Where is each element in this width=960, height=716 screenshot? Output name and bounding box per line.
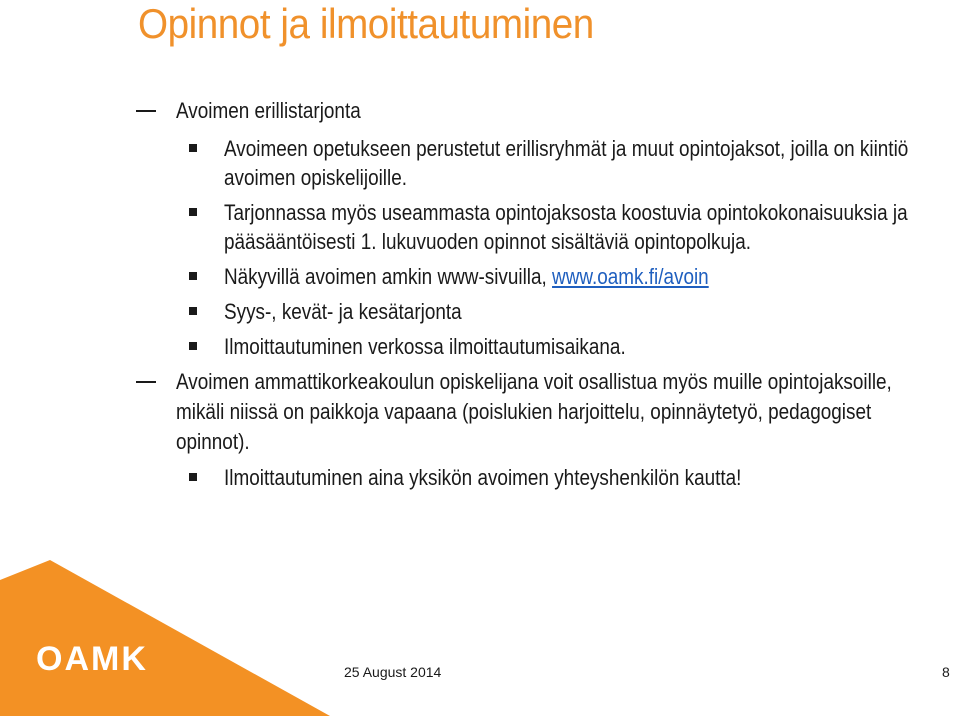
orange-wedge-shape [0,560,340,716]
sub-bullet-item [0,262,940,291]
oamk-logo: OAMK [36,640,148,678]
sub-bullet-item [0,332,940,361]
sub-bullet-item [0,134,940,192]
bullet-text: Avoimen ammattikorkeakoulun opiskelijana voit osallistua myös muille opintojaksoille, mikäli niissä on paikkoja vapaana (poislukien harjoittelu, opinnäytetyö, pedagogiset opinnot). [176,369,892,454]
bullet-item [0,96,936,126]
web-item-prefix: Näkyvillä avoimen amkin www-sivuilla, [224,264,553,289]
square-bullet-icon [189,473,197,481]
avoin-link[interactable]: www.oamk.fi/avoin [552,264,709,289]
sub-bullet-item [0,463,940,492]
sub-bullet-item [0,198,940,256]
sub-bullet-text: Tarjonnassa myös useammasta opintojaksosta koostuvia opintokokonaisuuksia ja pääsääntöisesti 1. lukuvuoden opinnot sisältäviä opintopolkuja. [224,200,908,254]
square-bullet-icon [189,342,197,350]
dash-icon [136,110,156,112]
dash-icon [136,381,156,383]
footer-date: 25 August 2014 [344,664,442,680]
sub-bullet-text: Ilmoittautuminen aina yksikön avoimen yhteyshenkilön kautta! [224,465,742,490]
page-number: 8 [942,664,950,680]
bullet-list [0,96,960,492]
bullet-text: Avoimen erillistarjonta [176,98,361,123]
square-bullet-icon [189,307,197,315]
square-bullet-icon [189,144,197,152]
square-bullet-icon [189,272,197,280]
sub-bullet-text: Avoimeen opetukseen perustetut erillisryhmät ja muut opintojaksot, joilla on kiintiö avoimen opiskelijoille. [224,136,909,190]
bullet-item [0,367,936,457]
slide-title: Opinnot ja ilmoittautuminen [138,0,594,47]
sub-bullet-item [0,297,940,326]
sub-bullet-text: Syys-, kevät- ja kesätarjonta [224,299,462,324]
square-bullet-icon [189,208,197,216]
sub-bullet-text [224,262,938,291]
sub-bullet-text: Ilmoittautuminen verkossa ilmoittautumisaikana. [224,334,626,359]
logo-background [0,560,340,716]
